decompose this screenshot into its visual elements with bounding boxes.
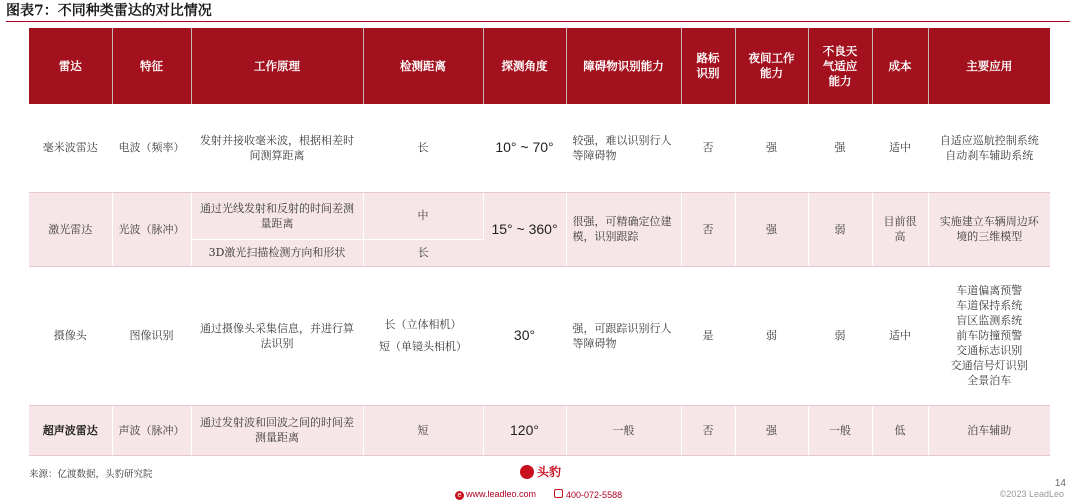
header-feature: 特征 xyxy=(112,28,191,104)
cell-night: 强 xyxy=(735,405,808,455)
brand-name: 头豹 xyxy=(537,465,562,479)
cell-principle: 3D激光扫描检测方向和形状 xyxy=(191,239,363,266)
cell-cost: 目前很高 xyxy=(872,192,928,266)
cell-angle: 30° xyxy=(483,266,566,405)
cell-feature: 光波（脉冲） xyxy=(112,192,191,266)
cell-cost: 适中 xyxy=(872,104,928,192)
cell-cost: 适中 xyxy=(872,266,928,405)
cell-radar: 毫米波雷达 xyxy=(29,104,112,192)
cell-application: 泊车辅助 xyxy=(928,405,1050,455)
cell-application: 车道偏离预警 车道保持系统 盲区监测系统 前车防撞预警 交通标志识别 交通信号灯识别 全景泊车 xyxy=(928,266,1050,405)
brand-logo xyxy=(520,463,561,480)
header-cost: 成本 xyxy=(872,28,928,104)
cell-principle: 通过光线发射和反射的时间差测量距离 xyxy=(191,192,363,239)
phone-icon xyxy=(554,489,563,498)
cell-feature: 图像识别 xyxy=(112,266,191,405)
cell-obstacle: 较强，难以识别行人等障碍物 xyxy=(566,104,681,192)
header-weather: 不良天 气适应 能力 xyxy=(808,28,872,104)
cell-feature: 电波（频率） xyxy=(112,104,191,192)
cell-principle: 通过摄像头采集信息，并进行算法识别 xyxy=(191,266,363,405)
header-principle: 工作原理 xyxy=(191,28,363,104)
header-night: 夜间工作 能力 xyxy=(735,28,808,104)
cell-sign: 是 xyxy=(681,266,735,405)
contact-info xyxy=(455,489,622,500)
copyright-note: ©2023 LeadLeo xyxy=(999,489,1064,499)
header-obstacle: 障碍物识别能力 xyxy=(566,28,681,104)
cell-cost: 低 xyxy=(872,405,928,455)
cell-application: 实施建立车辆周边环境的三维模型 xyxy=(928,192,1050,266)
cell-angle: 120° xyxy=(483,405,566,455)
cell-weather: 一般 xyxy=(808,405,872,455)
cell-weather: 弱 xyxy=(808,192,872,266)
page-title: 图表7：不同种类雷达的对比情况 xyxy=(6,3,212,19)
cell-application: 自适应巡航控制系统 自动刹车辅助系统 xyxy=(928,104,1050,192)
cell-weather: 弱 xyxy=(808,266,872,405)
cell-principle: 发射并接收毫米波，根据相差时间测算距离 xyxy=(191,104,363,192)
cell-distance: 短 xyxy=(363,405,483,455)
cell-principle: 通过发射波和回波之间的时间差测量距离 xyxy=(191,405,363,455)
leopard-logo-icon xyxy=(520,465,534,479)
cell-distance: 长 xyxy=(363,104,483,192)
cell-night: 弱 xyxy=(735,266,808,405)
globe-icon: e xyxy=(455,491,464,500)
header-radar: 雷达 xyxy=(29,28,112,104)
cell-radar: 激光雷达 xyxy=(29,192,112,266)
header-angle: 探测角度 xyxy=(483,28,566,104)
source-note: 来源：亿渡数据，头豹研究院 xyxy=(29,469,153,480)
cell-angle: 10° ~ 70° xyxy=(483,104,566,192)
cell-night: 强 xyxy=(735,192,808,266)
cell-obstacle: 很强，可精确定位建模，识别跟踪 xyxy=(566,192,681,266)
cell-sign: 否 xyxy=(681,405,735,455)
radar-comparison-table xyxy=(29,28,1050,456)
title-divider xyxy=(6,21,1070,22)
table-row xyxy=(29,104,1050,192)
header-distance: 检测距离 xyxy=(363,28,483,104)
cell-night: 强 xyxy=(735,104,808,192)
cell-distance: 长 xyxy=(363,239,483,266)
cell-radar: 摄像头 xyxy=(29,266,112,405)
page-number: 14 xyxy=(1054,478,1066,489)
table-header-row xyxy=(29,28,1050,104)
cell-angle: 15° ~ 360° xyxy=(483,192,566,266)
website-text: www.leadleo.com xyxy=(466,489,537,499)
cell-obstacle: 强，可跟踪识别行人等障碍物 xyxy=(566,266,681,405)
table-row xyxy=(29,266,1050,405)
header-application: 主要应用 xyxy=(928,28,1050,104)
cell-weather: 强 xyxy=(808,104,872,192)
cell-radar: 超声波雷达 xyxy=(29,405,112,455)
phone-contact xyxy=(554,489,622,500)
cell-obstacle: 一般 xyxy=(566,405,681,455)
phone-text: 400-072-5588 xyxy=(566,490,623,500)
table-row xyxy=(29,405,1050,455)
cell-distance: 中 xyxy=(363,192,483,239)
cell-sign: 否 xyxy=(681,104,735,192)
website-link[interactable] xyxy=(455,489,536,500)
header-sign: 路标 识别 xyxy=(681,28,735,104)
cell-feature: 声波（脉冲） xyxy=(112,405,191,455)
cell-distance: 长（立体相机） 短（单镜头相机） xyxy=(363,266,483,405)
table-row xyxy=(29,192,1050,239)
cell-sign: 否 xyxy=(681,192,735,266)
